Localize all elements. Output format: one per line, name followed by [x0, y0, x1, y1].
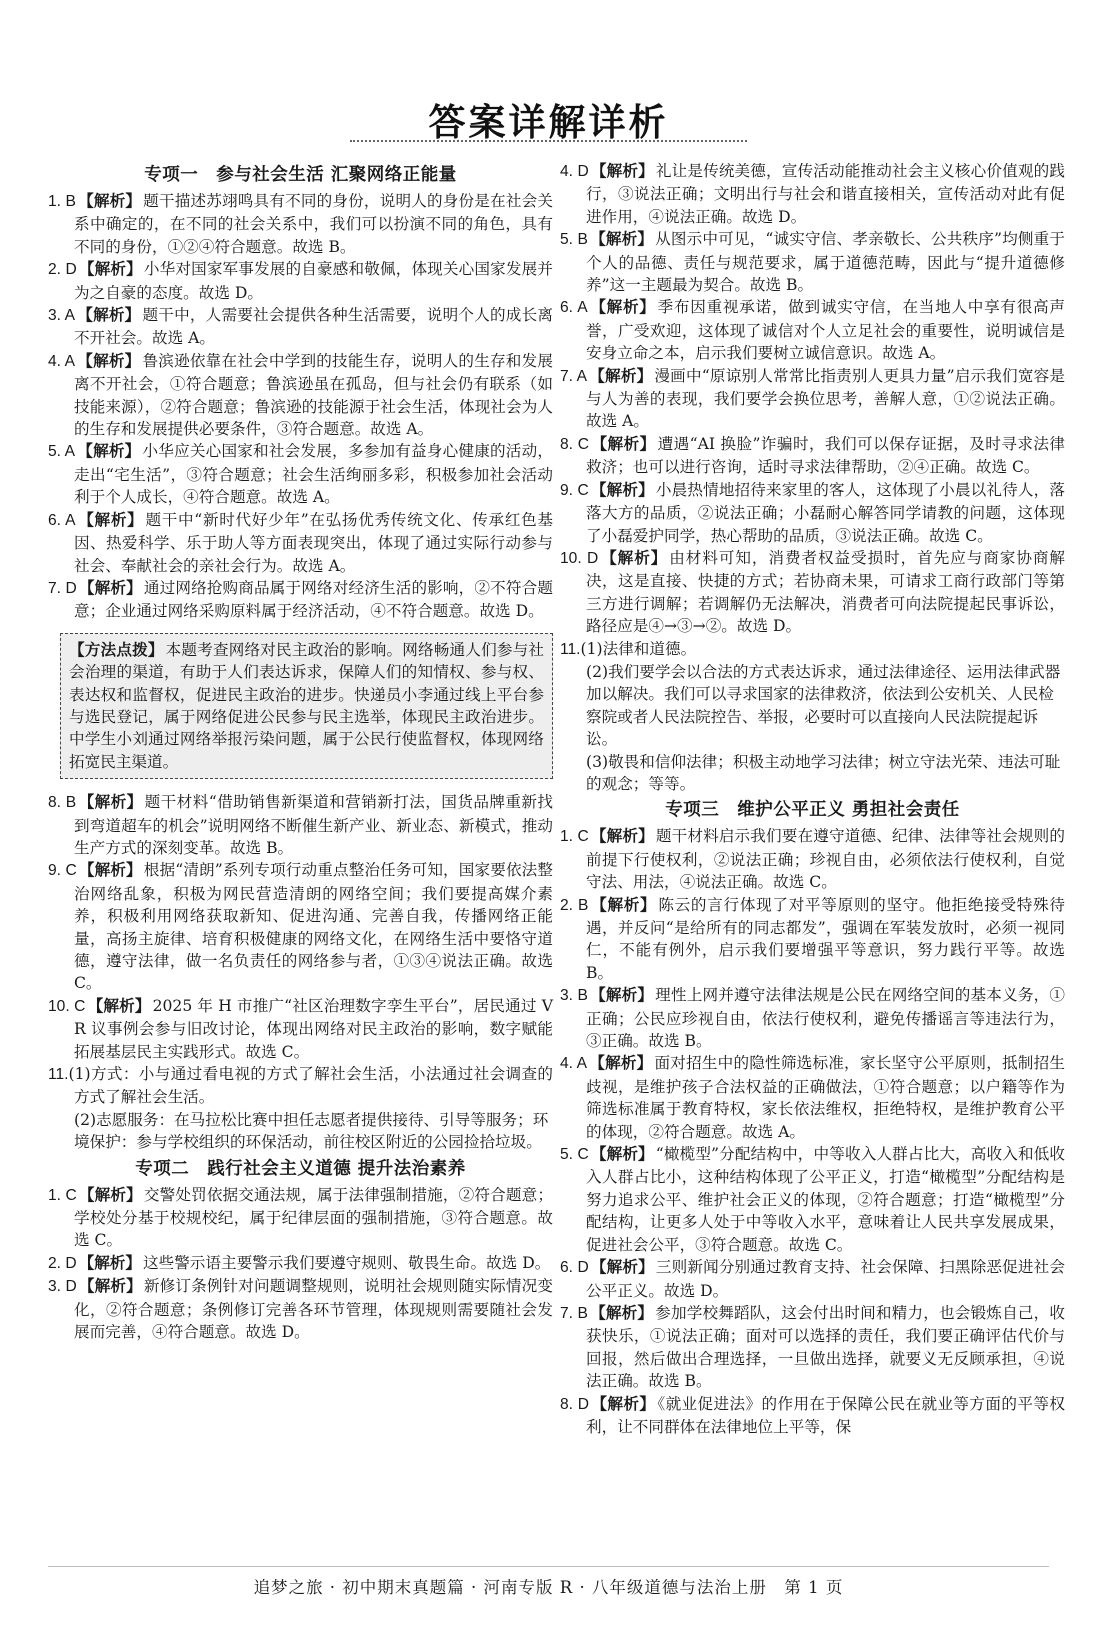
answer-number: 5. A: [48, 443, 76, 461]
answer-item: [48, 1184, 553, 1252]
answer-text: 季布因重视承诺，做到诚实守信，在当地人中享有很高声誉，广受欢迎，这体现了诚信对个人立足社会的重要性，说明诚信是安身立命之本，启示我们要树立诚信意识。故选 A。: [586, 298, 1065, 363]
answer-list-section2-cont: [560, 160, 1065, 638]
analysis-tag: 【解析】: [78, 260, 142, 279]
analysis-tag: 【解析】: [77, 306, 141, 325]
answer-line: (1)法律和道德。: [580, 639, 697, 658]
answer-item: [48, 440, 553, 508]
answer-item-q11-right: [560, 638, 1065, 661]
answer-text: 新修订条例针对问题调整规则，说明社会规则随实际情况变化，②符合题意；条例修订完善各环节管理，体现规则需要随社会发展而完善，④符合题意。故选 D。: [74, 1277, 553, 1342]
analysis-tag: 【解析】: [589, 298, 656, 317]
answer-number: 9. C: [48, 862, 77, 880]
answer-item: [560, 1302, 1065, 1393]
answer-item: [560, 228, 1065, 296]
analysis-tag: 【解析】: [77, 192, 142, 210]
left-column: [48, 160, 553, 1344]
answer-item: [560, 894, 1065, 985]
answer-item: [560, 825, 1065, 893]
answer-number: 5. B: [560, 231, 588, 249]
analysis-tag: 【解析】: [78, 861, 142, 880]
answer-text: 面对招生中的隐性筛选标准，家长坚守公平原则，抵制招生歧视，是维护孩子合法权益的正确做法，①符合题意；以户籍等作为筛选标准属于教育特权，家长依法维权，拒绝特权，是维护教育公平的体现，②符合题意。故选 A。: [586, 1054, 1065, 1141]
answer-list-section2: [48, 1184, 553, 1344]
answer-text: 题干中“新时代好少年”在弘扬优秀传统文化、传承红色基因、热爱科学、乐于助人等方面表现突出，体现了通过实际行动参与社会、奉献社会的亲社会行为。故选 A。: [74, 510, 553, 575]
answer-text: 这些警示语主要警示我们要遵守规则、敬畏生命。故选 D。: [143, 1253, 551, 1272]
analysis-tag: 【解析】: [78, 1277, 142, 1296]
answer-text: 三则新闻分别通过教育支持、社会保障、扫黑除恶促进社会公平正义。故选 D。: [586, 1258, 1065, 1300]
analysis-tag: 【解析】: [78, 578, 142, 597]
answer-item: [48, 577, 553, 623]
answer-text: 遭遇“AI 换脸”诈骗时，我们可以保存证据，及时寻求法律救济；也可以进行咨询，适时寻求法律帮助，②④正确。故选 C。: [586, 434, 1065, 477]
answer-number: 1. C: [560, 828, 589, 846]
answer-item: [560, 433, 1065, 479]
method-tip-box: [60, 633, 553, 779]
analysis-tag: 【解析】: [590, 162, 654, 180]
answer-number: 2. D: [48, 261, 77, 279]
answer-item: [560, 160, 1065, 228]
answer-item: [48, 304, 553, 350]
analysis-tag: 【解析】: [600, 548, 668, 567]
answer-number: 5. C: [560, 1146, 589, 1164]
answer-number: 4. D: [560, 163, 589, 180]
answer-item: [48, 1275, 553, 1343]
answer-text: 从图示中可见，“诚实守信、孝亲敬长、公共秩序”均侧重于个人的品德、责任与规范要求，属于道德范畴，因此与“提升道德修养”这一主题最为契合。故选 B。: [586, 230, 1065, 295]
answer-text: 交警处罚依据交通法规，属于法律强制措施，②符合题意；学校处分基于校规校纪，属于纪律层面的强制措施，③符合题意。故选 C。: [74, 1185, 553, 1250]
analysis-tag: 【解析】: [78, 1185, 142, 1204]
answer-number: 3. A: [48, 307, 76, 325]
answer-item-q11: [48, 1063, 553, 1109]
page-title: 答案详解详析: [428, 101, 669, 144]
answer-number: 8. C: [560, 435, 590, 453]
section-heading-1: 专项一 参与社会生活 汇聚网络正能量: [144, 165, 457, 185]
answer-number: 7. A: [560, 367, 588, 385]
answer-text: 题干中，人需要社会提供各种生活需要，说明个人的成长离不开社会。故选 A。: [74, 306, 553, 348]
answer-number: 4. A: [560, 1055, 588, 1073]
analysis-tag: 【解析】: [78, 1253, 141, 1272]
answer-line: (1)方式：小与通过看电视的方式了解社会生活，小法通过社会调查的方式了解社会生活。: [68, 1065, 553, 1107]
analysis-tag: 【解析】: [590, 480, 654, 499]
answer-subline: (3)敬畏和信仰法律；积极主动地学习法律；树立守法光荣、违法可耻的观念；等等。: [586, 752, 1061, 793]
section-heading-3: 专项三 维护公平正义 勇担社会责任: [665, 800, 960, 821]
answer-text: 漫画中“原谅别人常常比指责别人更具力量”启示我们宽容是与人为善的表现，我们要学会换位思考，善解人意，①②说法正确。故选 A。: [586, 366, 1065, 431]
analysis-tag: 【解析】: [589, 230, 654, 249]
answer-number: 6. D: [560, 1259, 589, 1277]
analysis-tag: 【解析】: [77, 442, 141, 461]
answer-item: [560, 984, 1065, 1052]
answer-item: [48, 350, 553, 441]
answer-number: 9. C: [560, 481, 589, 499]
answer-number: 7. B: [560, 1304, 588, 1322]
footer-divider: [48, 1566, 1049, 1567]
answer-text: 陈云的言行体现了对平等原则的坚守。他拒绝接受特殊待遇，并反问“是给所有的同志都发”，强调在军装发放时，必须一视同仁，不能有例外，启示我们要增强平等意识，努力践行平等。故选 B。: [586, 895, 1065, 982]
answer-item: [560, 1143, 1065, 1256]
answer-number: 6. A: [560, 299, 588, 317]
analysis-tag: 【解析】: [591, 434, 656, 453]
answer-text: 题干描述苏翊鸣具有不同的身份，说明人的身份是在社会关系中确定的，在不同的社会关系中，我们可以扮演不同的角色，具有不同的身份，①②④符合题意。故选 B。: [74, 192, 553, 256]
answer-number: 8. D: [560, 1395, 589, 1413]
analysis-tag: 【解析】: [590, 895, 657, 914]
answer-text: 由材料可知，消费者权益受损时，首先应与商家协商解决，这是直接、快捷的方式；若协商未果，可请求工商行政部门等第三方进行调解；若调解仍无法解决，消费者可向法院提起民事诉讼，路径应是④→③→②。故选 D。: [586, 548, 1065, 636]
answer-number: 11.: [48, 1066, 69, 1084]
analysis-tag: 【解析】: [589, 1303, 654, 1322]
analysis-tag: 【解析】: [87, 996, 151, 1015]
answer-item: [48, 190, 553, 258]
answer-subline: (2)我们要学会以合法的方式表达诉求，通过法律途径、运用法律武器加以解决。我们可以寻求国家的法律救济，依法到公安机关、人民检察院或者人民法院控告、举报，必要时可以直接向人民法院提起诉讼。: [586, 662, 1061, 749]
answer-number: 1. B: [48, 193, 76, 210]
page-footer: 追梦之旅 · 初中期末真题篇 · 河南专版 R · 八年级道德与法治上册 第 1 页: [253, 1578, 844, 1597]
answer-item: [48, 1252, 553, 1275]
answer-number: 10. D: [560, 549, 599, 567]
answer-text: 题干材料“借助销售新渠道和营销新打法，国货品牌重新找到弯道超车的机会”说明网络不断催生新产业、新业态、新模式，推动生产方式的深刻变革。故选 B。: [74, 793, 553, 857]
answer-item: [48, 791, 553, 859]
answer-item: [560, 296, 1065, 364]
answer-item: [48, 859, 553, 994]
answer-text: 通过网络抢购商品属于网络对经济生活的影响，②不符合题意；企业通过网络采购原料属于经济活动，④不符合题意。故选 D。: [74, 578, 553, 621]
answer-list-section1-cont: [48, 791, 553, 1063]
tip-tag: 【方法点拨】: [69, 640, 164, 659]
answer-text: “橄榄型”分配结构中，中等收入人群占比大，高收入和低收入人群占比小，这种结构体现了公平正义，打造“橄榄型”分配结构是努力追求公平、维护社会正义的体现，②符合题意；打造“橄榄型”分配结构，让更多人处于中等收入水平，意味着让人民共享发展成果，促进社会公平，③符合题意。故选 C。: [586, 1145, 1065, 1254]
answer-text: 《就业促进法》的作用在于保障公民在就业等方面的平等权利，让不同群体在法律地位上平等，保: [586, 1394, 1065, 1436]
answer-number: 2. B: [560, 896, 589, 914]
answer-item: [48, 509, 553, 577]
analysis-tag: 【解析】: [590, 1258, 654, 1277]
answer-number: 10. C: [48, 997, 86, 1015]
analysis-tag: 【解析】: [78, 793, 143, 812]
analysis-tag: 【解析】: [77, 510, 144, 529]
answer-number: 8. B: [48, 794, 77, 812]
answer-number: 7. D: [48, 579, 77, 597]
answer-text: 鲁滨逊依靠在社会中学到的技能生存，说明人的生存和发展离不开社会，①符合题意；鲁滨逊虽在孤岛，但与社会仍有联系（如技能来源），②符合题意；鲁滨逊的技能源于社会生活，体现社会为人的生存和发展提供必要条件，③符合题意。故选 A。: [74, 351, 553, 439]
answer-number: 4. A: [48, 352, 76, 370]
answer-item: [560, 1052, 1065, 1143]
answer-list-section3: [560, 825, 1065, 1438]
analysis-tag: 【解析】: [589, 1054, 653, 1073]
answer-text: 根据“清朗”系列专项行动重点整治任务可知，国家要依法整治网络乱象，积极为网民营造清朗的网络空间；我们要提高媒介素养，积极利用网络获取新知、促进沟通、完善自我，传播网络正能量，高扬主旋律、培育积极健康的网络文化，在网络生活中要恪守道德，遵守法律，做一名负责任的网络参与者，①③④说法正确。故选 C。: [74, 861, 553, 993]
section-heading-2: 专项二 践行社会主义道德 提升法治素养: [135, 1158, 466, 1179]
answer-text: 小晨热情地招待来家里的客人，这体现了小晨以礼待人，落落大方的品质，②说法正确；小磊耐心解答同学请教的问题，这体现了小磊爱护同学，热心帮助的品质，③说法正确。故选 C。: [586, 480, 1065, 545]
answer-item: [560, 1393, 1065, 1439]
answer-text: 参加学校舞蹈队，这会付出时间和精力，也会锻炼自己，收获快乐，①说法正确；面对可以选择的责任，我们要正确评估代价与回报，然后做出合理选择，一旦做出选择，就要义无反顾承担，④说法正确。故选 B。: [586, 1303, 1065, 1391]
right-column: [560, 160, 1065, 1438]
answer-item: [560, 479, 1065, 547]
analysis-tag: 【解析】: [590, 1145, 654, 1164]
analysis-tag: 【解析】: [591, 1394, 656, 1413]
answer-item: [48, 258, 553, 304]
answer-text: 礼让是传统美德，宣传活动能推动社会主义核心价值观的践行，③说法正确；文明出行与社会和谐直接相关，宣传活动对此有促进作用，④说法正确。故选 D。: [586, 162, 1065, 226]
analysis-tag: 【解析】: [589, 366, 653, 385]
answer-number: 2. D: [48, 1254, 77, 1272]
answer-number: 1. C: [48, 1186, 77, 1204]
title-divider: [350, 140, 747, 142]
answer-subline: (2)志愿服务：在马拉松比赛中担任志愿者提供接待、引导等服务；环境保护：参与学校组织的环保活动，前往校区附近的公园捡拾垃圾。: [74, 1110, 549, 1152]
answer-item: [560, 365, 1065, 433]
answer-number: 3. B: [560, 987, 588, 1005]
tip-text: 本题考查网络对民主政治的影响。网络畅通人们参与社会治理的渠道，有助于人们表达诉求，保障人们的知情权、参与权、表达权和监督权，促进民主政治的进步。快递员小李通过线上平台参与选民登记，属于网络促进公民参与民主选举，体现民主政治进步。中学生小刘通过网络举报污染问题，属于公民行使监督权，体现网络拓宽民主渠道。: [69, 640, 544, 771]
analysis-tag: 【解析】: [77, 351, 141, 370]
answer-text: 2025 年 H 市推广“社区治理数字孪生平台”，居民通过 VR 议事例会参与旧改讨论，体现出网络对民主政治的影响，数字赋能拓展基层民主实践形式。故选 C。: [74, 996, 553, 1061]
answer-item: [560, 547, 1065, 638]
answer-text: 小华应关心国家和社会发展，多参加有益身心健康的活动，走出“宅生活”，③符合题意；社会生活绚丽多彩，积极参加社会活动利于个人成长，④符合题意。故选 A。: [74, 442, 553, 507]
answer-item: [560, 1256, 1065, 1302]
answer-list-section1: [48, 190, 553, 623]
answer-number: 6. A: [48, 511, 76, 529]
answer-item: [48, 995, 553, 1063]
analysis-tag: 【解析】: [590, 827, 654, 846]
answer-number: 3. D: [48, 1278, 77, 1296]
analysis-tag: 【解析】: [589, 986, 654, 1005]
answer-number: 11.: [560, 640, 581, 658]
answer-text: 题干材料启示我们要在遵守道德、纪律、法律等社会规则的前提下行使权利，②说法正确；珍视自由，必须依法行使权利，自觉守法、用法，④说法正确。故选 C。: [586, 827, 1065, 892]
answer-text: 理性上网并遵守法律法规是公民在网络空间的基本义务，①正确；公民应珍视自由，依法行使权利，避免传播谣言等违法行为，③正确。故选 B。: [586, 986, 1065, 1051]
answer-text: 小华对国家军事发展的自豪感和敬佩，体现关心国家发展并为之自豪的态度。故选 D。: [74, 260, 553, 302]
